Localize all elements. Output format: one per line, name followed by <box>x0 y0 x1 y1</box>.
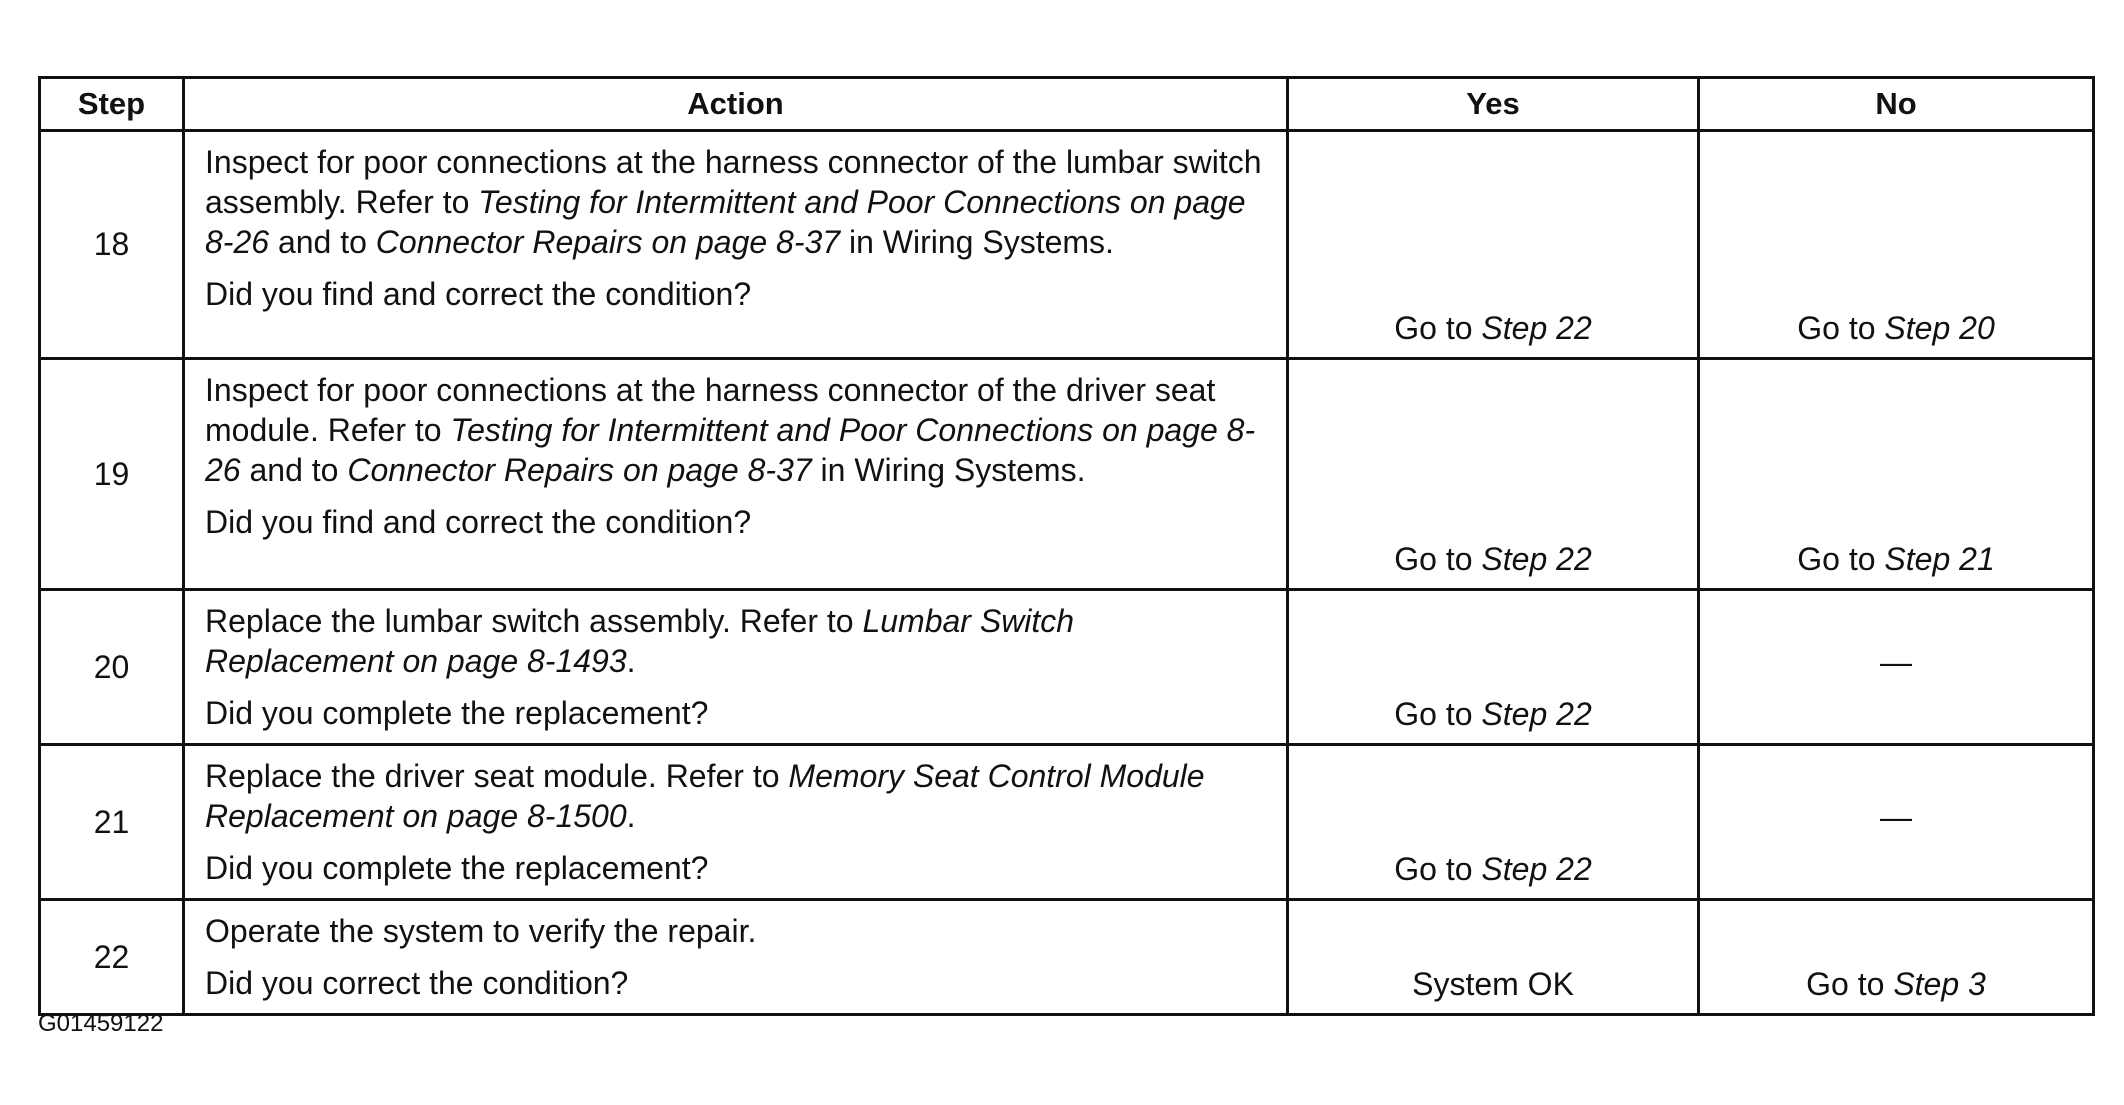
action-question: Did you correct the condition? <box>205 965 629 1001</box>
header-yes: Yes <box>1288 78 1699 131</box>
action-question: Did you find and correct the condition? <box>205 276 752 312</box>
action-instruction <box>205 370 1270 490</box>
table-row <box>40 745 2094 900</box>
header-row <box>40 78 2094 131</box>
instruction-text: in Wiring Systems. <box>811 452 1086 488</box>
diagnostic-table <box>38 76 2095 1016</box>
yes-result <box>1288 131 1699 359</box>
action-instruction <box>205 911 1270 951</box>
no-result <box>1699 359 2094 590</box>
goto-prefix: Go to <box>1394 310 1482 346</box>
goto-step-target: Step 22 <box>1481 696 1592 732</box>
step-number: 18 <box>40 131 184 359</box>
goto-prefix: Go to <box>1797 310 1885 346</box>
action-cell <box>184 359 1288 590</box>
reference-link-text: Testing for Intermittent and Poor Connections on page 8-26 <box>205 184 1246 260</box>
no-result <box>1699 131 2094 359</box>
action-question: Did you complete the replacement? <box>205 695 709 731</box>
yes-result <box>1288 900 1699 1015</box>
action-cell <box>184 131 1288 359</box>
goto-step-target: Step 21 <box>1884 541 1995 577</box>
yes-result <box>1288 359 1699 590</box>
instruction-text: Replace the lumbar switch assembly. Refer to <box>205 603 863 639</box>
action-instruction <box>205 142 1270 262</box>
yes-result <box>1288 590 1699 745</box>
goto-step-target: Step 3 <box>1893 966 1986 1002</box>
instruction-text: Inspect for poor connections at the harness connector of the driver seat module. Refer to <box>205 372 1216 448</box>
step-number: 21 <box>40 745 184 900</box>
step-number: 22 <box>40 900 184 1015</box>
no-action-dash: — <box>1880 643 1912 680</box>
reference-link-text: Testing for Intermittent and Poor Connections on page 8-26 <box>205 412 1256 488</box>
result-text: System OK <box>1412 966 1574 1002</box>
reference-link-text: Lumbar Switch Replacement on page 8-1493 <box>205 603 1075 679</box>
no-result <box>1699 900 2094 1015</box>
header-action: Action <box>184 78 1288 131</box>
goto-step-target: Step 22 <box>1481 310 1592 346</box>
instruction-text: Replace the driver seat module. Refer to <box>205 758 789 794</box>
no-result <box>1699 590 2094 745</box>
step-number: 20 <box>40 590 184 745</box>
reference-link-text: Memory Seat Control Module Replacement on page 8-1500 <box>205 758 1205 834</box>
goto-prefix: Go to <box>1394 696 1482 732</box>
goto-prefix: Go to <box>1797 541 1885 577</box>
table-row <box>40 900 2094 1015</box>
action-instruction <box>205 601 1270 681</box>
step-number: 19 <box>40 359 184 590</box>
header-no: No <box>1699 78 2094 131</box>
yes-result <box>1288 745 1699 900</box>
goto-step-target: Step 22 <box>1481 541 1592 577</box>
action-instruction <box>205 756 1270 836</box>
goto-prefix: Go to <box>1394 541 1482 577</box>
no-action-dash: — <box>1880 798 1912 835</box>
goto-prefix: Go to <box>1806 966 1894 1002</box>
figure-id: G01459122 <box>38 1010 164 1037</box>
action-question: Did you complete the replacement? <box>205 850 709 886</box>
header-step: Step <box>40 78 184 131</box>
goto-prefix: Go to <box>1394 851 1482 887</box>
table-row <box>40 359 2094 590</box>
action-cell <box>184 745 1288 900</box>
instruction-text: and to <box>240 452 348 488</box>
action-cell <box>184 900 1288 1015</box>
no-result <box>1699 745 2094 900</box>
reference-link-text: Connector Repairs on page 8-37 <box>347 452 812 488</box>
table-row <box>40 590 2094 745</box>
goto-step-target: Step 22 <box>1481 851 1592 887</box>
reference-link-text: Connector Repairs on page 8-37 <box>375 224 841 260</box>
action-question: Did you find and correct the condition? <box>205 504 752 540</box>
table-row <box>40 131 2094 359</box>
instruction-text: . <box>626 798 636 834</box>
instruction-text: Operate the system to verify the repair. <box>205 913 757 949</box>
instruction-text: and to <box>269 224 376 260</box>
action-cell <box>184 590 1288 745</box>
instruction-text: . <box>626 643 636 679</box>
instruction-text: Inspect for poor connections at the harness connector of the lumbar switch assembly. Refer to <box>205 144 1262 220</box>
goto-step-target: Step 20 <box>1884 310 1995 346</box>
instruction-text: in Wiring Systems. <box>840 224 1114 260</box>
